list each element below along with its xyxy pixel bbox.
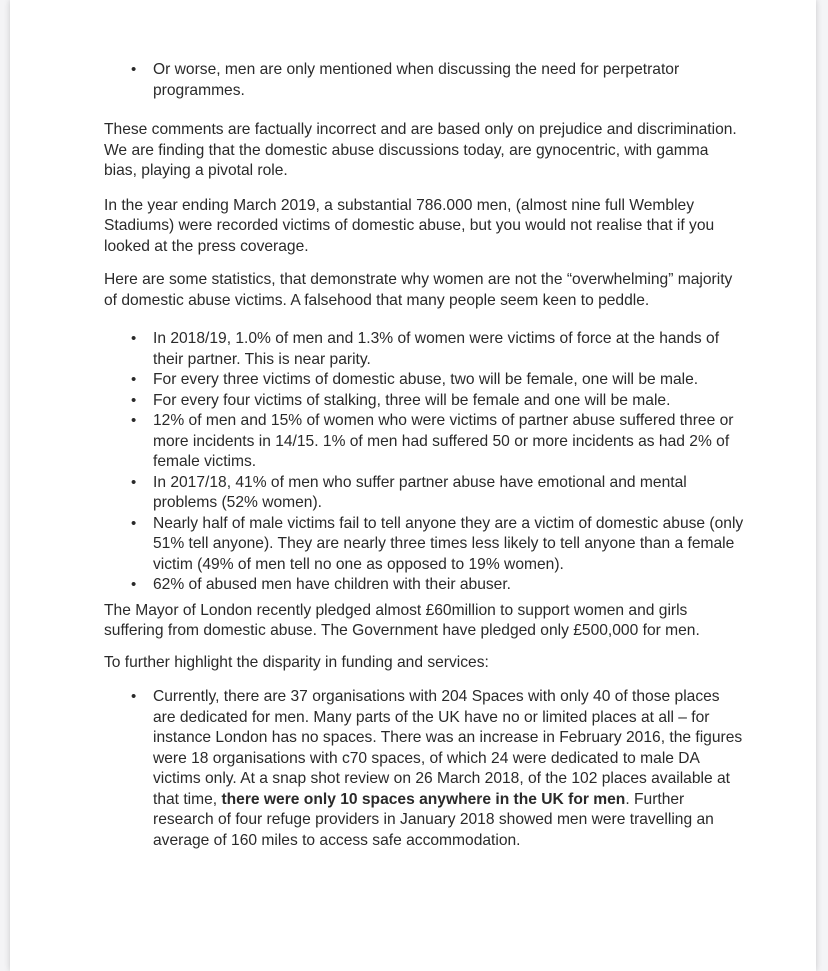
list-item: • Or worse, men are only mentioned when discussing the need for perpetrator programmes. xyxy=(104,60,744,101)
paragraph-786000-men: In the year ending March 2019, a substantial 786.000 men, (almost nine full Wembley Stadiums) were recorded victims of domestic abuse, but you would not realise that if you looked at the press coverage. xyxy=(104,196,715,255)
list-item: • Nearly half of male victims fail to tell anyone they are a victim of domestic abuse (only 51% tell anyone). They are nearly three times less likely to tell anyone than a female victim (49% of men tell no one as opposed to 19% women). xyxy=(104,514,744,576)
funding-text-part1: Currently, there are 37 organisations with 204 Spaces with only 40 of those places are dedicated for men. Many parts of the UK have no or limited places at all – for instance London has no spaces. There was an increase in February 2016, the figures were 18 organisations with c70 spaces, of which 24 were dedicated to male DA victims only. At a snap shot review on 26 March 2018, of the 102 places available at that time, xyxy=(153,688,743,808)
list-item: • In 2017/18, 41% of men who suffer partner abuse have emotional and mental problems (52% women). xyxy=(104,473,744,514)
statistics-bullet-list xyxy=(104,329,744,596)
list-item xyxy=(104,687,744,851)
document-body xyxy=(104,60,744,851)
funding-text-emphasis: there were only 10 spaces anywhere in the UK for men xyxy=(221,790,626,808)
intro-bullet-list xyxy=(104,60,744,101)
funding-text-part2: . Further research of four refuge providers in January 2018 showed men were travelling an average of 160 miles to access safe accommodation. xyxy=(153,790,714,849)
paragraph-disparity-intro: To further highlight the disparity in funding and services: xyxy=(104,653,489,671)
paragraph-funding-pledges: The Mayor of London recently pledged almost £60million to support women and girls suffering from domestic abuse. The Government have pledged only £500,000 for men. xyxy=(104,601,700,639)
list-item: • 12% of men and 15% of women who were victims of partner abuse suffered three or more incidents in 14/15. 1% of men had suffered 50 or more incidents as had 2% of female victims. xyxy=(104,411,744,473)
list-item: • For every three victims of domestic abuse, two will be female, one will be male. xyxy=(104,370,744,391)
paragraph-prejudice: These comments are factually incorrect and are based only on prejudice and discrimination. We are finding that the domestic abuse discussions today, are gynocentric, with gamma bias, playing a pivotal role. xyxy=(104,121,737,179)
funding-bullet-list xyxy=(104,687,744,851)
paragraph-statistics-intro: Here are some statistics, that demonstrate why women are not the “overwhelming” majority of domestic abuse victims. A falsehood that many people seem keen to peddle. xyxy=(104,271,733,309)
document-page xyxy=(10,0,816,971)
list-item: • 62% of abused men have children with their abuser. xyxy=(104,575,744,596)
list-item: • For every four victims of stalking, three will be female and one will be male. xyxy=(104,391,744,412)
list-item: • In 2018/19, 1.0% of men and 1.3% of women were victims of force at the hands of their partner. This is near parity. xyxy=(104,329,744,370)
